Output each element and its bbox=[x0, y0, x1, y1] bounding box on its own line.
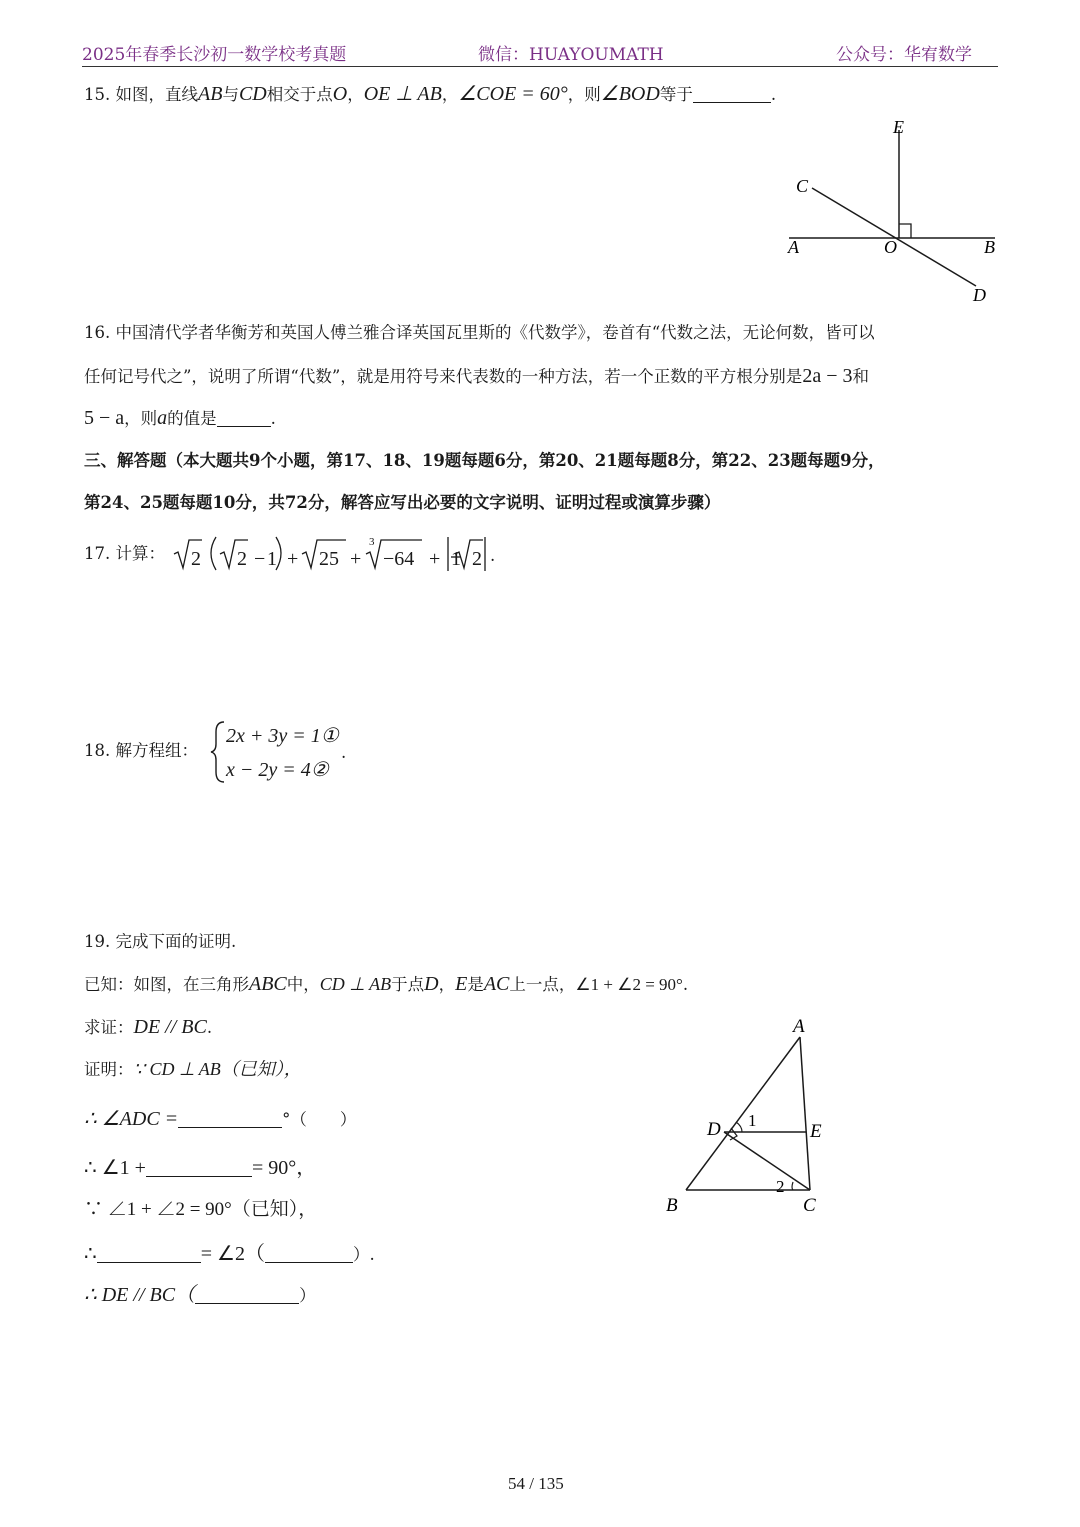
q16-line1: 16. 中国清代学者华衡芳和英国人傅兰雅合译英国瓦里斯的《代数学》，卷首有“代数之法，无论何数，皆可以 bbox=[84, 323, 875, 342]
q17-end: . bbox=[490, 546, 496, 565]
label-a: A bbox=[788, 237, 799, 257]
blank-angle[interactable] bbox=[146, 1158, 252, 1177]
svg-text:1: 1 bbox=[267, 548, 277, 570]
label-c: C bbox=[803, 1195, 816, 1216]
blank-adc[interactable] bbox=[178, 1109, 282, 1128]
blank-reason-2[interactable] bbox=[195, 1285, 299, 1304]
label-d: D bbox=[973, 285, 986, 305]
section3-line2: 第24、25题每题10分，共72分，解答应写出必要的文字说明、证明过程或演算步骤） bbox=[84, 493, 721, 512]
label-d: D bbox=[707, 1119, 721, 1140]
blank-reason-1[interactable] bbox=[265, 1244, 353, 1263]
svg-text:+: + bbox=[429, 548, 441, 570]
q18-end: . bbox=[341, 743, 347, 762]
q19-title: 19. 完成下面的证明. bbox=[84, 932, 237, 951]
blank-equal-angle[interactable] bbox=[97, 1244, 201, 1263]
q17-label: 17. 计算： bbox=[84, 544, 165, 563]
header-right: 公众号：华宥数学 bbox=[836, 45, 972, 65]
header-left: 2025年春季长沙初一数学校考真题 bbox=[82, 45, 347, 65]
q17-abs-minus bbox=[449, 547, 463, 567]
q19-proof-line2: ∴ ∠ADC = °（ ） bbox=[84, 1108, 357, 1130]
label-e: E bbox=[893, 117, 904, 137]
q18-eq2: x − 2y = 4② bbox=[226, 759, 329, 781]
label-c: C bbox=[796, 176, 809, 196]
angle-2-arc bbox=[792, 1182, 793, 1190]
q19-proof-line3: ∴ ∠1 + = 90°， bbox=[84, 1157, 317, 1179]
q15-figure bbox=[780, 112, 1010, 312]
label-a: A bbox=[793, 1016, 805, 1037]
svg-text:1: 1 bbox=[451, 548, 461, 570]
label-e: E bbox=[810, 1121, 822, 1142]
segment-cd bbox=[724, 1132, 810, 1190]
svg-text:2: 2 bbox=[472, 548, 482, 570]
segment-ac bbox=[800, 1037, 810, 1190]
q19-proof-line4: ∵ ∠1 + ∠2 = 90°（已知）， bbox=[84, 1199, 318, 1220]
q19-figure bbox=[660, 1012, 840, 1222]
svg-text:−64: −64 bbox=[383, 548, 415, 570]
q19-proof-line6: ∴ DE // BC（ ） bbox=[84, 1284, 316, 1306]
svg-text:3: 3 bbox=[369, 536, 375, 548]
q19-proof-line1: 证明：∵ CD ⊥ AB（已知）， bbox=[84, 1059, 302, 1079]
label-angle-1: 1 bbox=[748, 1111, 757, 1130]
svg-text:+: + bbox=[350, 548, 362, 570]
right-angle-mark bbox=[899, 224, 911, 238]
q18-label: 18. 解方程组： bbox=[84, 741, 198, 760]
q15-text: 15. 如图，直线AB与CD相交于点O，OE ⊥ AB，∠COE = 60°，则∠BOD等于 . bbox=[84, 83, 777, 105]
q19-proof-line5: ∴ = ∠2（ ）. bbox=[84, 1243, 375, 1265]
section3-line1: 三、解答题（本大题共9个小题，第17、18、19题每题6分，第20、21题每题8分，第22、23题每题9分， bbox=[84, 451, 885, 470]
q16-line2: 任何记号代之”，说明了所谓“代数”，就是用符号来代表数的一种方法，若一个正数的平方根分别是2a − 3和 bbox=[84, 365, 869, 387]
svg-text:25: 25 bbox=[319, 548, 339, 570]
label-b: B bbox=[984, 237, 995, 257]
q18-eq1: 2x + 3y = 1① bbox=[226, 725, 339, 747]
svg-text:2: 2 bbox=[237, 548, 247, 570]
svg-text:+: + bbox=[287, 548, 299, 570]
q16-line3: 5 − a，则a的值是 . bbox=[84, 407, 276, 429]
header-center: 微信：HUAYOUMATH bbox=[478, 45, 664, 65]
header-rule bbox=[82, 66, 998, 67]
q19-given: 已知：如图，在三角形ABC中，CD ⊥ AB于点D，E是AC上一点，∠1 + ∠2 = 90°. bbox=[84, 973, 689, 995]
svg-text:−: − bbox=[254, 548, 266, 570]
q19-prove: 求证：DE // BC. bbox=[84, 1016, 213, 1038]
segment-ab bbox=[686, 1037, 800, 1190]
label-b: B bbox=[666, 1195, 678, 1216]
label-angle-2: 2 bbox=[776, 1177, 785, 1196]
label-o: O bbox=[884, 237, 897, 257]
svg-text:2: 2 bbox=[191, 548, 201, 570]
angle-1-arc bbox=[736, 1122, 742, 1132]
page-number: 54 / 135 bbox=[508, 1474, 564, 1493]
